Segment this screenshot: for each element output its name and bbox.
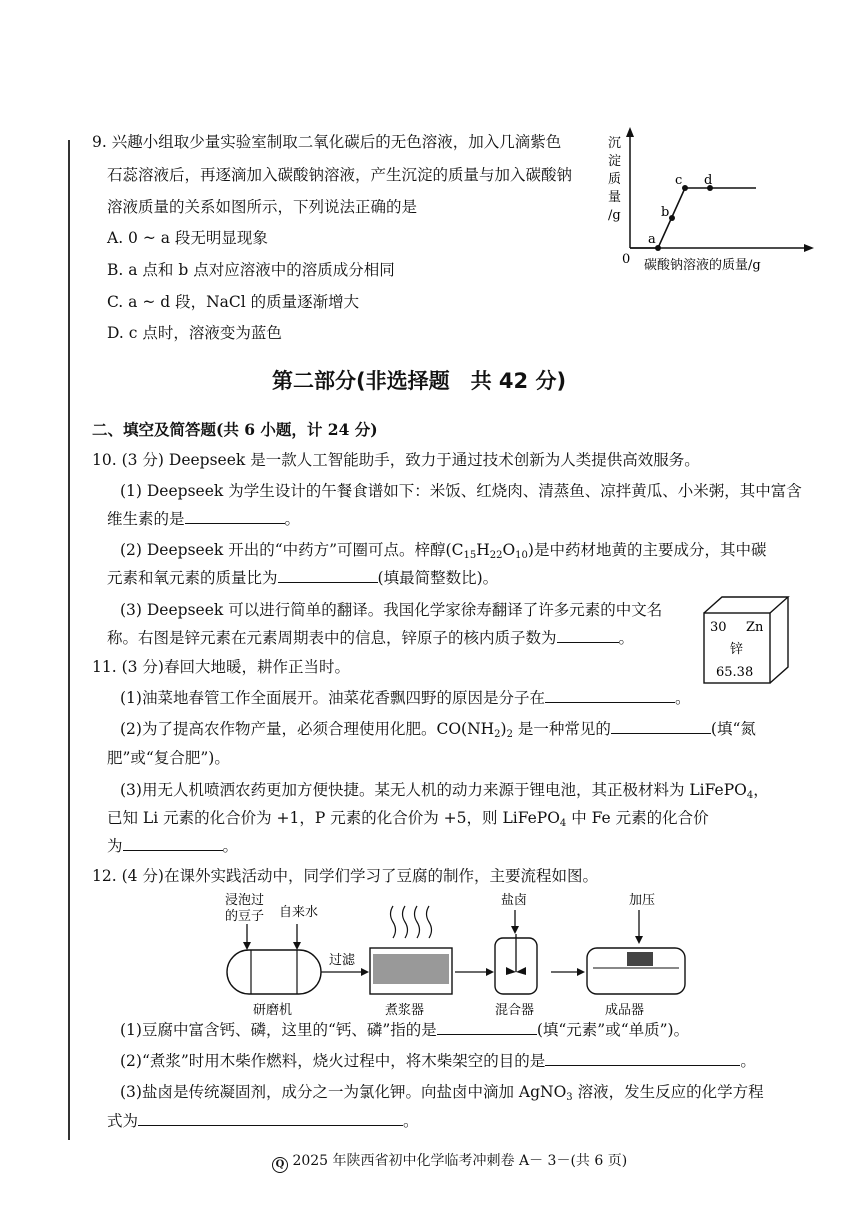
- zinc-element-card: [702, 595, 792, 687]
- graph-xlabel: 碳酸钠溶液的质量/g: [644, 258, 761, 273]
- answer-blank[interactable]: [123, 836, 223, 851]
- section2-title: 二、填空及简答题(共 6 小题，计 24 分): [92, 420, 378, 439]
- graph-x-arrow: [804, 244, 814, 252]
- graph-ylabel-5: /g: [608, 208, 621, 223]
- label-brine: 盐卤: [501, 893, 528, 908]
- graph-point-c: [682, 185, 688, 191]
- graph-ylabel-4: 量: [608, 190, 622, 205]
- q9-line-3: 溶液质量的关系如图所示，下列说法正确的是: [107, 198, 418, 216]
- graph-ylabel-2: 淀: [608, 154, 622, 169]
- answer-blank[interactable]: [437, 1020, 537, 1035]
- page-footer: [272, 1150, 627, 1173]
- q11-part3-line3: 为 。: [107, 837, 239, 855]
- graph-label-b: b: [661, 205, 670, 220]
- graph-label-a: a: [648, 232, 656, 247]
- q10-stem: 10. (3 分) Deepseek 是一款人工智能助手，致力于通过技术创新为人类提供高效服务。: [92, 451, 700, 469]
- q10-part2-line2: 元素和氧元素的质量比为 (填最简整数比)。: [107, 569, 499, 587]
- input-tap-water: 自来水: [279, 905, 319, 920]
- label-product: 成品器: [605, 1003, 645, 1018]
- label-mixer: 混合器: [495, 1003, 535, 1018]
- answer-blank[interactable]: [557, 628, 619, 643]
- q9-line-2: 石蕊溶液后，再逐滴加入碳酸钠溶液，产生沉淀的质量与加入碳酸钠: [107, 166, 573, 184]
- q10-part2-line1: (2) Deepseek 开出的“中药方”可圈可点。梓醇$(C_{15}H_{22}O_{10})$是中药材地黄的主要成分，其中碳: [120, 541, 767, 561]
- graph-label-d: d: [704, 173, 713, 188]
- answer-blank[interactable]: [185, 509, 285, 524]
- tofu-process-diagram: [215, 890, 695, 1020]
- grinder-machine: [227, 950, 321, 994]
- answer-blank[interactable]: [545, 688, 675, 703]
- graph-point-b: [669, 215, 675, 221]
- footer-text: 2025 年陕西省初中化学临考冲刺卷 A－ 3－(共 6 页): [292, 1153, 628, 1169]
- graph-y-arrow: [626, 127, 634, 137]
- q10-part1-line1: (1) Deepseek 为学生设计的午餐食谱如下：米饭、红烧肉、清蒸鱼、凉拌黄瓜、小米粥，其中富含: [120, 482, 802, 500]
- element-name: 锌: [730, 642, 744, 657]
- q9-line-1: 9. 兴趣小组取少量实验室制取二氧化碳后的无色溶液，加入几滴紫色: [92, 133, 562, 151]
- q11-part3-line1: (3)用无人机喷洒农药更加方便快捷。某无人机的动力来源于锂电池，其正极材料为 LiFePO$_4$，: [120, 781, 769, 801]
- input-soaked-beans-1: 浸泡过: [225, 893, 265, 908]
- element-symbol: Zn: [746, 620, 764, 635]
- q11-stem: 11. (3 分)春回大地暖，耕作正当时。: [92, 658, 350, 676]
- graph-ylabel-3: 质: [608, 172, 622, 187]
- answer-blank[interactable]: [138, 1111, 403, 1126]
- q10-part3-line1: (3) Deepseek 可以进行简单的翻译。我国化学家徐寿翻译了许多元素的中文名: [120, 601, 663, 619]
- q10-part1-line2: 维生素的是 。: [107, 510, 301, 528]
- label-filter: 过滤: [329, 953, 356, 968]
- q12-part3-line1: (3)盐卤是传统凝固剂，成分之一为氯化钾。向盐卤中滴加 AgNO$_3$ 溶液，发生反应的化学方程: [120, 1083, 764, 1103]
- q11-part2-line1: (2)为了提高农作物产量，必须合理使用化肥。$CO(NH_2)_2$ 是一种常见的 (填“氮: [120, 720, 756, 740]
- q12-stem: 12. (4 分)在课外实践活动中，同学们学习了豆腐的制作，主要流程如图。: [92, 867, 598, 885]
- answer-blank[interactable]: [545, 1051, 740, 1066]
- q11-part1: (1)油菜地春管工作全面展开。油菜花香飘四野的原因是分子在 。: [120, 689, 691, 707]
- graph-label-c: c: [675, 173, 683, 188]
- boiler-content: [373, 954, 449, 984]
- q11-part2-line2: 肥”或“复合肥”)。: [107, 749, 230, 767]
- steam-icon: [391, 906, 432, 938]
- q12-part2: (2)“煮浆”时用木柴作燃料，烧火过程中，将木柴架空的目的是 。: [120, 1052, 756, 1070]
- element-number: 30: [710, 620, 727, 635]
- q9-option-a: A. 0 ~ a 段无明显现象: [107, 229, 268, 247]
- press-block: [627, 952, 653, 966]
- margin-line: [68, 140, 70, 1140]
- publisher-logo-icon: Q: [272, 1157, 288, 1173]
- q12-part3-line2: 式为 。: [107, 1112, 419, 1130]
- q11-part3-line2: 已知 Li 元素的化合价为 +1，P 元素的化合价为 +5，则 LiFePO$_4$ 中 Fe 元素的化合价: [107, 809, 709, 829]
- part2-title: 第二部分(非选择题 共 42 分): [272, 369, 567, 393]
- label-grinder: 研磨机: [253, 1003, 293, 1018]
- graph-point-a: [655, 245, 661, 251]
- graph-ylabel-1: 沉: [608, 136, 622, 151]
- element-mass: 65.38: [716, 665, 754, 680]
- answer-blank[interactable]: [611, 719, 711, 734]
- label-boiler: 煮浆器: [385, 1003, 425, 1018]
- q9-option-b: B. a 点和 b 点对应溶液中的溶质成分相同: [107, 261, 395, 279]
- graph-origin: 0: [622, 252, 631, 267]
- q9-option-d: D. c 点时，溶液变为蓝色: [107, 324, 282, 342]
- input-soaked-beans-2: 的豆子: [225, 909, 265, 924]
- q9-option-c: C. a ~ d 段，NaCl 的质量逐渐增大: [107, 293, 360, 311]
- q9-graph: [600, 125, 815, 275]
- answer-blank[interactable]: [278, 568, 378, 583]
- q10-part3-line2: 称。右图是锌元素在元素周期表中的信息，锌原子的核内质子数为 。: [107, 629, 635, 647]
- label-press: 加压: [629, 893, 656, 908]
- q12-part1: (1)豆腐中富含钙、磷，这里的“钙、磷”指的是 (填“元素”或“单质”)。: [120, 1021, 690, 1039]
